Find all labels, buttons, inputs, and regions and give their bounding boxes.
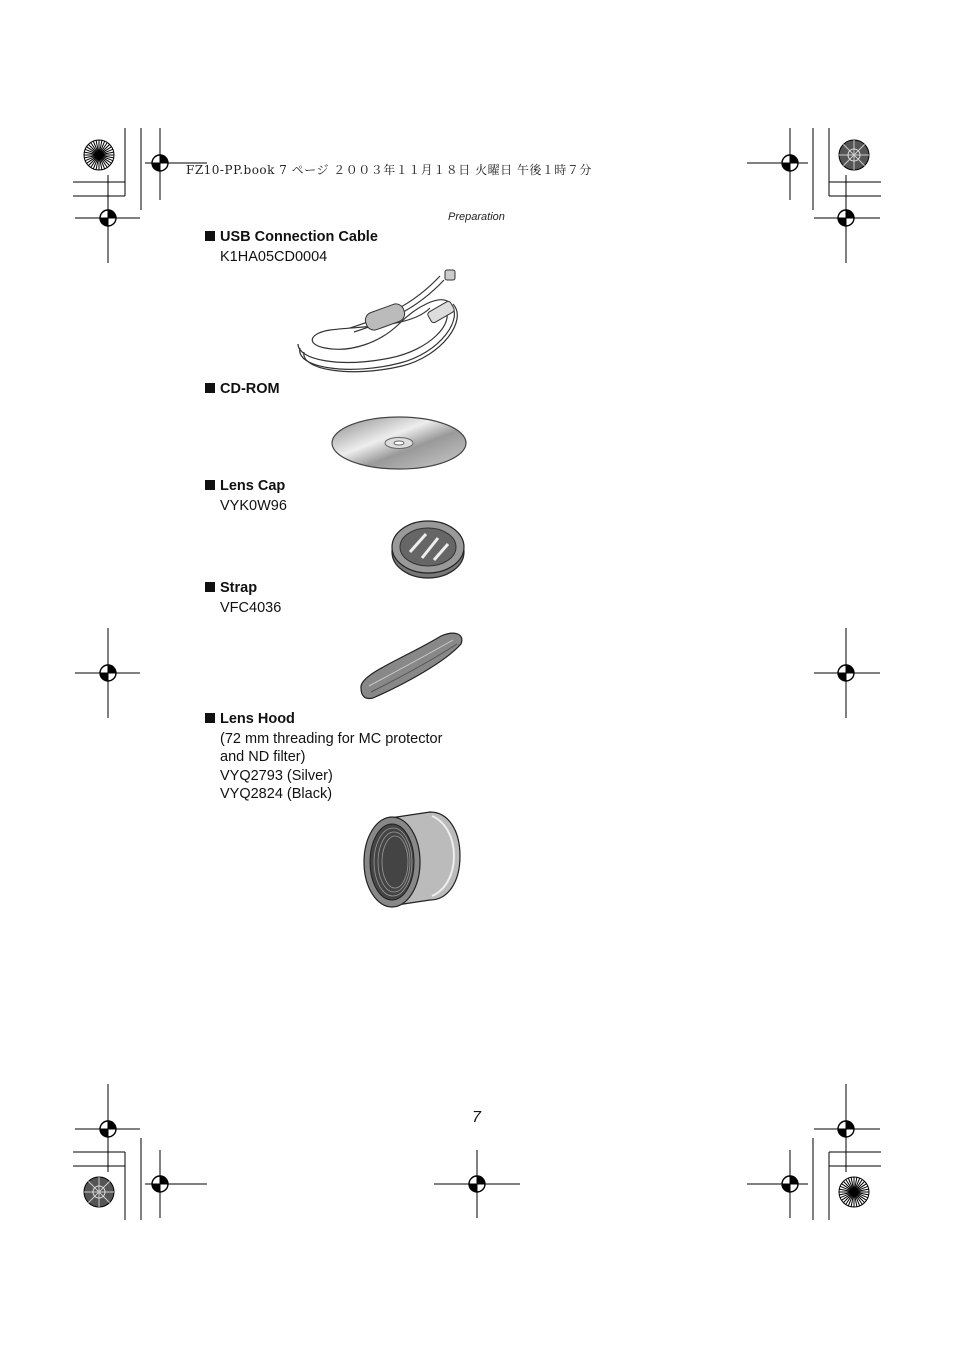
item-description: and ND filter) bbox=[220, 749, 306, 765]
item-description: (72 mm threading for MC protector bbox=[220, 731, 443, 747]
lens-cap-icon bbox=[388, 518, 468, 580]
bullet-square-icon bbox=[205, 582, 215, 592]
usb-cable-icon bbox=[290, 268, 470, 380]
item-part-number: VYQ2793 (Silver) bbox=[220, 768, 333, 784]
section-label: Preparation bbox=[448, 211, 505, 223]
print-header: FZ10-PP.book 7 ページ ２００３年１１月１８日 火曜日 午後１時７分 bbox=[186, 163, 592, 177]
bullet-square-icon bbox=[205, 480, 215, 490]
bullet-square-icon bbox=[205, 231, 215, 241]
item-title-lens-cap: Lens Cap bbox=[205, 478, 285, 494]
item-title-lens-hood: Lens Hood bbox=[205, 711, 295, 727]
item-title-usb-cable: USB Connection Cable bbox=[205, 229, 378, 245]
item-title-strap: Strap bbox=[205, 580, 257, 596]
item-part-number: VFC4036 bbox=[220, 600, 282, 616]
bullet-square-icon bbox=[205, 383, 215, 393]
item-part-number: VYQ2824 (Black) bbox=[220, 786, 333, 802]
strap-icon bbox=[355, 630, 467, 702]
item-part-number: K1HA05CD0004 bbox=[220, 249, 328, 265]
page-number: 7 bbox=[472, 1109, 481, 1126]
item-part-number: VYK0W96 bbox=[220, 498, 287, 514]
cd-rom-icon bbox=[330, 415, 468, 471]
item-title-cd-rom: CD-ROM bbox=[205, 381, 280, 397]
lens-hood-icon bbox=[360, 808, 464, 912]
bullet-square-icon bbox=[205, 713, 215, 723]
